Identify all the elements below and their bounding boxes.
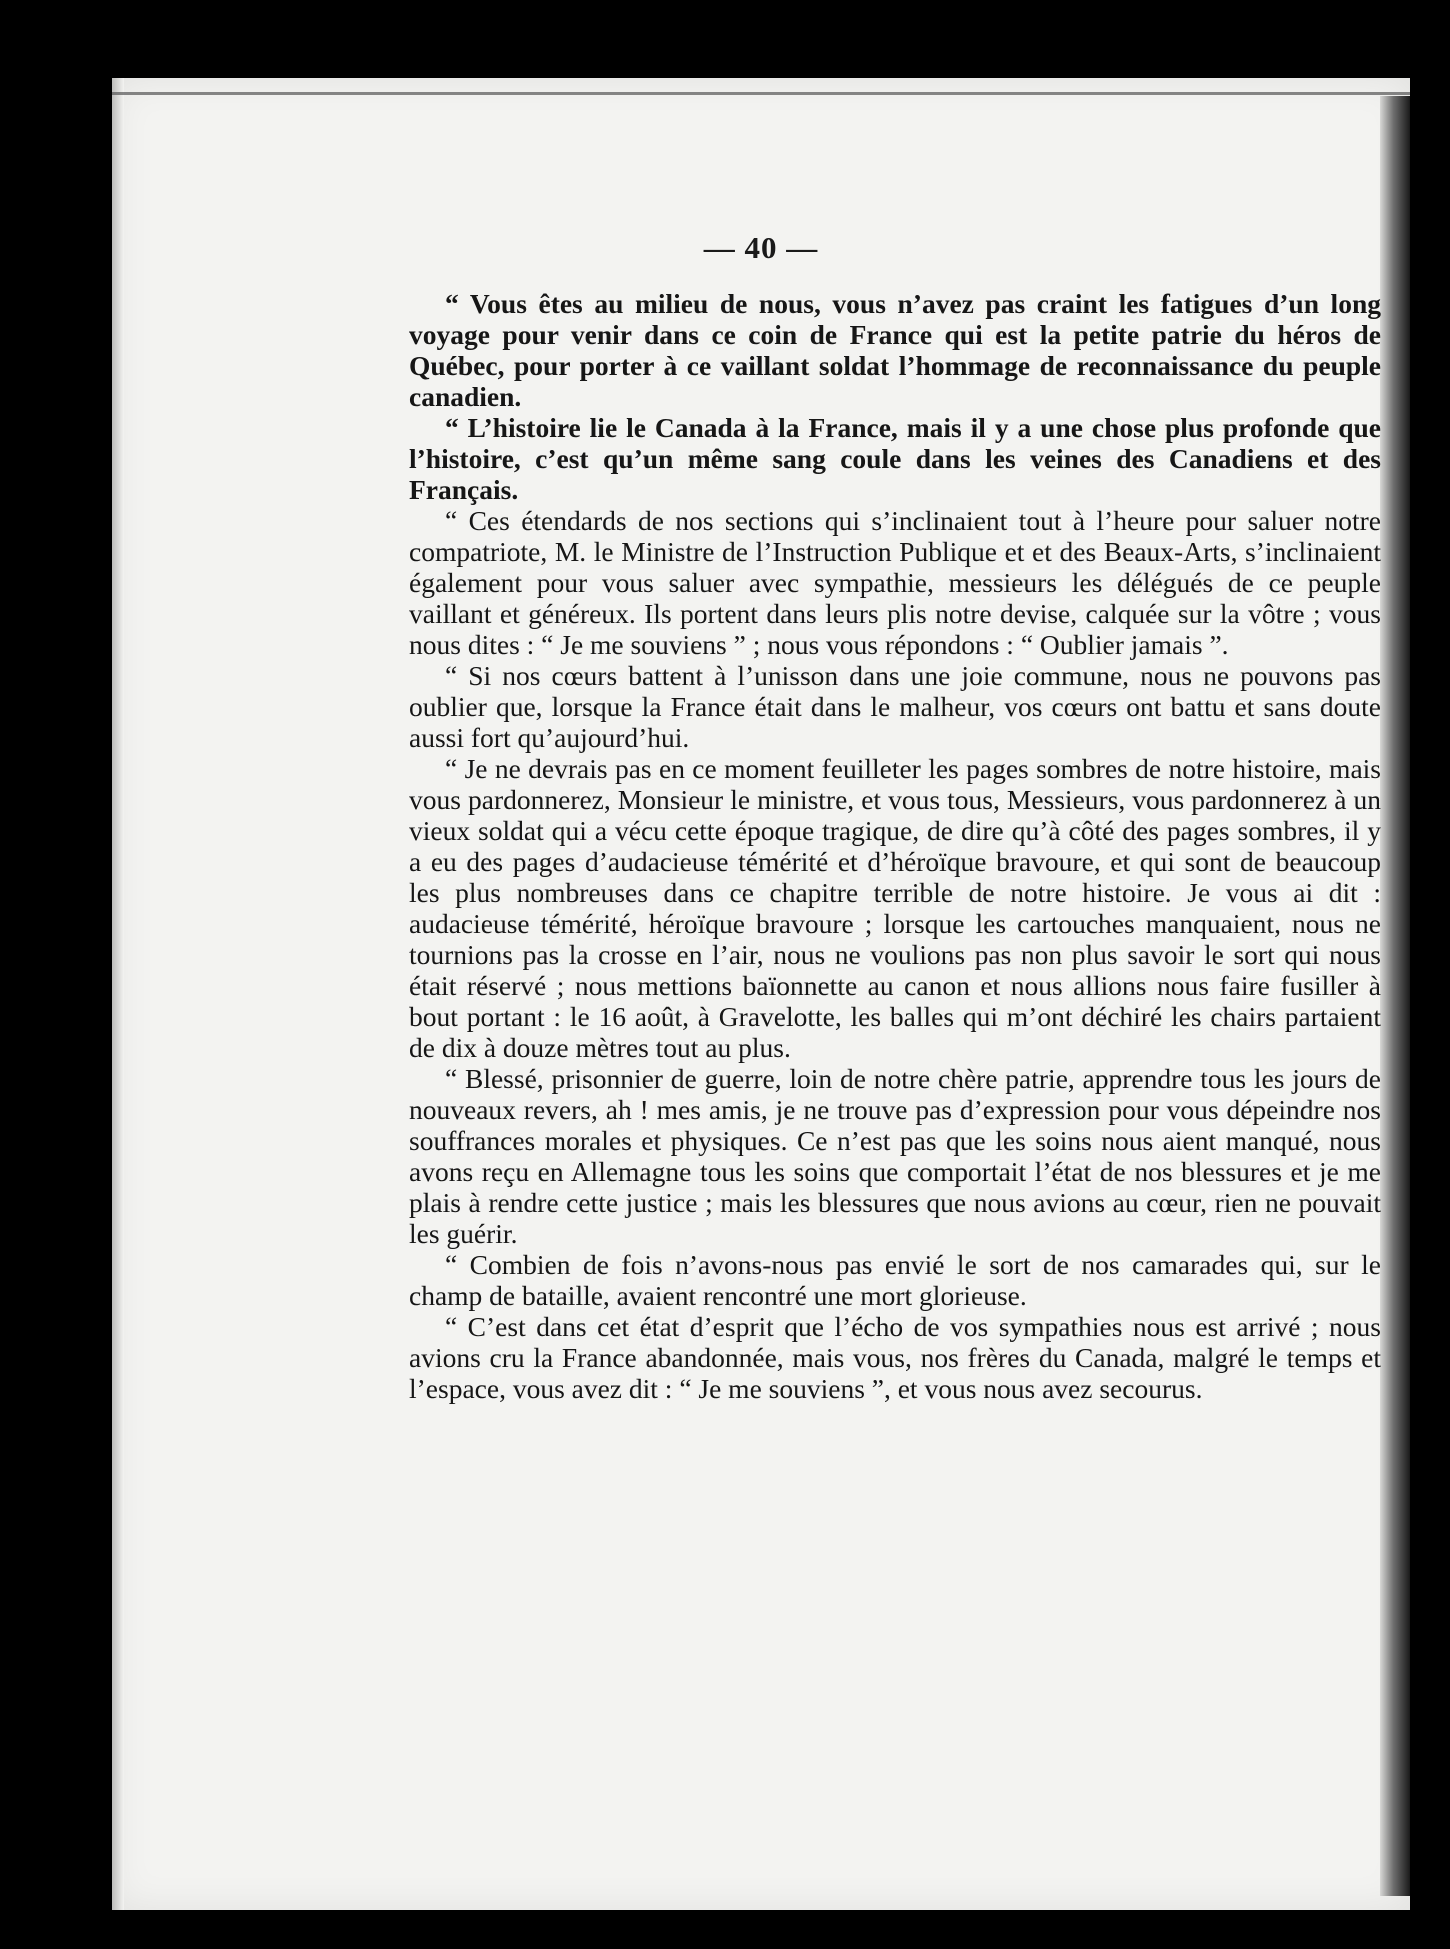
paragraph: “ Ces étendards de nos sections qui s’inclinaient tout à l’heure pour saluer notre compatriote, M. le Ministre de l’Instruction Publique et et des Beaux-Arts, s’inclinaient également pour vous saluer avec sympathie, messieurs les délégués de ce peuple vaillant et généreux. Ils portent dans leurs plis notre devise, calquée sur la vôtre ; vous nous dites : “ Je me souviens ” ; nous vous répondons : “ Oublier jamais ”.	[409, 505, 1381, 660]
paragraph: “ Blessé, prisonnier de guerre, loin de notre chère patrie, apprendre tous les jours de nouveaux revers, ah ! mes amis, je ne trouve pas d’expression pour vous dépeindre nos souffrances morales et physiques. Ce n’est pas que les soins nous aient manqué, nous avons reçu en Allemagne tous les soins que comportait l’état de nos blessures et je me plais à rendre cette justice ; mais les blessures que nous avions au cœur, rien ne pouvait les guérir.	[409, 1063, 1381, 1249]
page-number: — 40 —	[703, 230, 819, 265]
page-binding-edge	[1380, 96, 1410, 1896]
paragraph: “ Si nos cœurs battent à l’unisson dans une joie commune, nous ne pouvons pas oublier que, lorsque la France était dans le malheur, vos cœurs ont battu et sans doute aussi fort qu’aujourd’hui.	[409, 660, 1381, 753]
paragraph: “ C’est dans cet état d’esprit que l’écho de vos sympathies nous est arrivé ; nous avions cru la France abandonnée, mais vous, nos frères du Canada, malgré le temps et l’espace, vous avez dit : “ Je me souviens ”, et vous nous avez secourus.	[409, 1311, 1381, 1404]
page-top-edge	[112, 92, 1410, 95]
book-page	[112, 78, 1410, 1910]
paragraph: “ Je ne devrais pas en ce moment feuilleter les pages sombres de notre histoire, mais vous pardonnerez, Monsieur le ministre, et vous tous, Messieurs, vous pardonnerez à un vieux soldat qui a vécu cette époque tragique, de dire qu’à côté des pages sombres, il y a eu des pages d’audacieuse témérité et d’héroïque bravoure, et qui sont de beaucoup les plus nombreuses dans ce chapitre terrible de notre histoire. Je vous ai dit : audacieuse témérité, héroïque bravoure ; lorsque les cartouches manquaient, nous ne tournions pas la crosse en l’air, nous ne voulions pas non plus savoir le sort qui nous était réservé ; nous mettions baïonnette au canon et nous allions nous faire fusiller à bout portant : le 16 août, à Gravelotte, les balles qui m’ont déchiré les chairs partaient de dix à douze mètres tout au plus.	[409, 753, 1381, 1063]
paragraph: “ L’histoire lie le Canada à la France, mais il y a une chose plus profonde que l’histoire, c’est qu’un même sang coule dans les veines des Canadiens et des Français.	[409, 412, 1381, 505]
body-text	[409, 288, 1381, 1404]
paragraph: “ Combien de fois n’avons-nous pas envié le sort de nos camarades qui, sur le champ de bataille, avaient rencontré une mort glorieuse.	[409, 1249, 1381, 1311]
page-left-shadow	[112, 78, 124, 1910]
paragraph: “ Vous êtes au milieu de nous, vous n’avez pas craint les fatigues d’un long voyage pour venir dans ce coin de France qui est la petite patrie du héros de Québec, pour porter à ce vaillant soldat l’hommage de reconnaissance du peuple canadien.	[409, 288, 1381, 412]
